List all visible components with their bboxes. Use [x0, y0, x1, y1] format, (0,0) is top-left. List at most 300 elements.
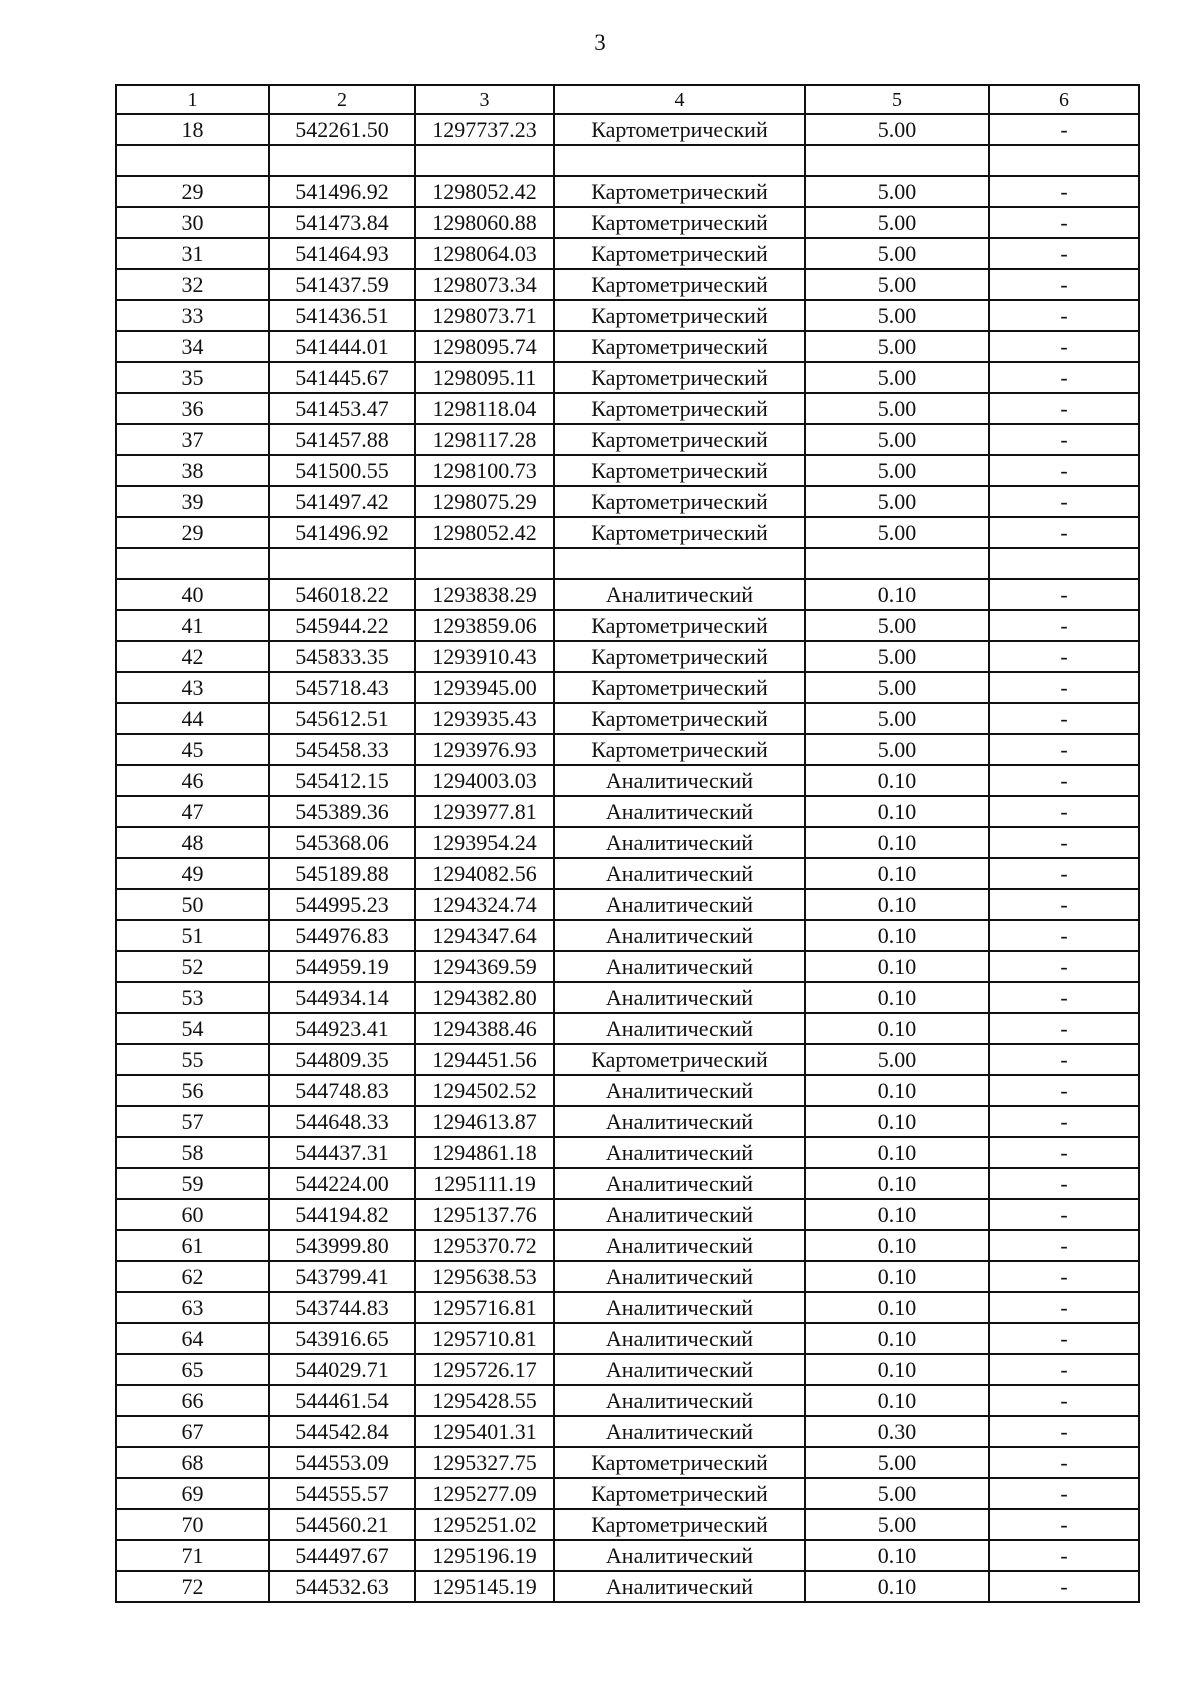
x-coordinate-cell: 541497.42	[269, 486, 415, 517]
description-cell	[989, 548, 1139, 579]
table-row	[116, 1509, 1139, 1540]
method-cell: Аналитический	[554, 796, 805, 827]
table-row	[116, 176, 1139, 207]
table-row	[116, 393, 1139, 424]
method-cell: Аналитический	[554, 1013, 805, 1044]
accuracy-cell	[805, 145, 989, 176]
description-cell: -	[989, 734, 1139, 765]
x-coordinate-cell: 543744.83	[269, 1292, 415, 1323]
x-coordinate-cell	[269, 145, 415, 176]
table-row	[116, 1416, 1139, 1447]
table-row	[116, 1447, 1139, 1478]
point-number-cell: 31	[116, 238, 269, 269]
method-cell: Аналитический	[554, 1292, 805, 1323]
x-coordinate-cell: 544542.84	[269, 1416, 415, 1447]
accuracy-cell: 0.10	[805, 1292, 989, 1323]
point-number-cell: 43	[116, 672, 269, 703]
x-coordinate-cell: 544555.57	[269, 1478, 415, 1509]
y-coordinate-cell: 1298052.42	[415, 176, 554, 207]
method-cell: Аналитический	[554, 858, 805, 889]
accuracy-cell: 0.10	[805, 796, 989, 827]
y-coordinate-cell: 1295111.19	[415, 1168, 554, 1199]
description-cell: -	[989, 1478, 1139, 1509]
accuracy-cell: 5.00	[805, 455, 989, 486]
table-row	[116, 1137, 1139, 1168]
description-cell: -	[989, 951, 1139, 982]
y-coordinate-cell: 1295401.31	[415, 1416, 554, 1447]
y-coordinate-cell: 1295145.19	[415, 1571, 554, 1602]
description-cell: -	[989, 1106, 1139, 1137]
description-cell: -	[989, 1323, 1139, 1354]
accuracy-cell: 5.00	[805, 1447, 989, 1478]
accuracy-cell: 0.10	[805, 920, 989, 951]
table-row	[116, 1540, 1139, 1571]
point-number-cell: 65	[116, 1354, 269, 1385]
description-cell: -	[989, 238, 1139, 269]
y-coordinate-cell: 1295327.75	[415, 1447, 554, 1478]
coordinates-table	[115, 84, 1140, 1603]
table-row	[116, 1168, 1139, 1199]
description-cell: -	[989, 796, 1139, 827]
x-coordinate-cell: 545412.15	[269, 765, 415, 796]
description-cell: -	[989, 982, 1139, 1013]
description-cell: -	[989, 1447, 1139, 1478]
table-row	[116, 207, 1139, 238]
point-number-cell: 46	[116, 765, 269, 796]
description-cell: -	[989, 1354, 1139, 1385]
accuracy-cell: 5.00	[805, 610, 989, 641]
accuracy-cell: 5.00	[805, 176, 989, 207]
x-coordinate-cell: 544976.83	[269, 920, 415, 951]
table-row	[116, 1013, 1139, 1044]
x-coordinate-cell: 541445.67	[269, 362, 415, 393]
column-header: 2	[269, 85, 415, 114]
point-number-cell	[116, 145, 269, 176]
table-row	[116, 827, 1139, 858]
method-cell	[554, 145, 805, 176]
method-cell: Картометрический	[554, 672, 805, 703]
page-number: 3	[594, 30, 606, 55]
point-number-cell: 29	[116, 517, 269, 548]
y-coordinate-cell: 1295277.09	[415, 1478, 554, 1509]
x-coordinate-cell: 541453.47	[269, 393, 415, 424]
accuracy-cell: 0.10	[805, 1106, 989, 1137]
column-header: 5	[805, 85, 989, 114]
point-number-cell: 60	[116, 1199, 269, 1230]
x-coordinate-cell: 544194.82	[269, 1199, 415, 1230]
method-cell: Картометрический	[554, 1447, 805, 1478]
point-number-cell: 45	[116, 734, 269, 765]
point-number-cell: 59	[116, 1168, 269, 1199]
accuracy-cell: 0.10	[805, 1075, 989, 1106]
point-number-cell: 53	[116, 982, 269, 1013]
accuracy-cell: 5.00	[805, 300, 989, 331]
method-cell: Аналитический	[554, 951, 805, 982]
method-cell: Картометрический	[554, 455, 805, 486]
description-cell: -	[989, 827, 1139, 858]
accuracy-cell: 0.10	[805, 1013, 989, 1044]
y-coordinate-cell: 1295251.02	[415, 1509, 554, 1540]
y-coordinate-cell: 1293838.29	[415, 579, 554, 610]
description-cell: -	[989, 176, 1139, 207]
table-row	[116, 1478, 1139, 1509]
x-coordinate-cell: 541437.59	[269, 269, 415, 300]
table-row	[116, 1571, 1139, 1602]
method-cell: Картометрический	[554, 641, 805, 672]
column-header: 4	[554, 85, 805, 114]
method-cell: Аналитический	[554, 1354, 805, 1385]
y-coordinate-cell: 1294613.87	[415, 1106, 554, 1137]
method-cell: Картометрический	[554, 517, 805, 548]
x-coordinate-cell: 544995.23	[269, 889, 415, 920]
column-header: 1	[116, 85, 269, 114]
x-coordinate-cell: 541436.51	[269, 300, 415, 331]
y-coordinate-cell: 1295710.81	[415, 1323, 554, 1354]
description-cell: -	[989, 269, 1139, 300]
description-cell: -	[989, 1292, 1139, 1323]
y-coordinate-cell: 1295428.55	[415, 1385, 554, 1416]
method-cell: Аналитический	[554, 1137, 805, 1168]
point-number-cell: 64	[116, 1323, 269, 1354]
point-number-cell: 50	[116, 889, 269, 920]
point-number-cell: 35	[116, 362, 269, 393]
accuracy-cell: 5.00	[805, 1509, 989, 1540]
table-row	[116, 1199, 1139, 1230]
x-coordinate-cell: 541496.92	[269, 176, 415, 207]
description-cell: -	[989, 486, 1139, 517]
x-coordinate-cell: 544809.35	[269, 1044, 415, 1075]
method-cell: Аналитический	[554, 579, 805, 610]
accuracy-cell: 5.00	[805, 362, 989, 393]
method-cell: Аналитический	[554, 1323, 805, 1354]
description-cell: -	[989, 1385, 1139, 1416]
x-coordinate-cell: 544934.14	[269, 982, 415, 1013]
method-cell: Картометрический	[554, 424, 805, 455]
table-row	[116, 362, 1139, 393]
y-coordinate-cell: 1294324.74	[415, 889, 554, 920]
y-coordinate-cell: 1298118.04	[415, 393, 554, 424]
point-number-cell: 55	[116, 1044, 269, 1075]
accuracy-cell: 0.10	[805, 951, 989, 982]
x-coordinate-cell: 544748.83	[269, 1075, 415, 1106]
table-row	[116, 238, 1139, 269]
accuracy-cell: 0.10	[805, 982, 989, 1013]
table-row	[116, 1075, 1139, 1106]
accuracy-cell: 5.00	[805, 734, 989, 765]
x-coordinate-cell: 544224.00	[269, 1168, 415, 1199]
point-number-cell: 33	[116, 300, 269, 331]
x-coordinate-cell: 543999.80	[269, 1230, 415, 1261]
y-coordinate-cell: 1298073.34	[415, 269, 554, 300]
method-cell: Аналитический	[554, 1106, 805, 1137]
y-coordinate-cell: 1297737.23	[415, 114, 554, 145]
table-row	[116, 548, 1139, 579]
description-cell: -	[989, 455, 1139, 486]
description-cell: -	[989, 703, 1139, 734]
description-cell: -	[989, 1571, 1139, 1602]
x-coordinate-cell: 541444.01	[269, 331, 415, 362]
description-cell: -	[989, 1199, 1139, 1230]
table-row	[116, 1044, 1139, 1075]
point-number-cell: 36	[116, 393, 269, 424]
accuracy-cell: 0.10	[805, 827, 989, 858]
x-coordinate-cell: 543799.41	[269, 1261, 415, 1292]
table-body	[116, 114, 1139, 1602]
method-cell: Картометрический	[554, 207, 805, 238]
y-coordinate-cell: 1293859.06	[415, 610, 554, 641]
description-cell: -	[989, 889, 1139, 920]
accuracy-cell: 5.00	[805, 331, 989, 362]
description-cell: -	[989, 1168, 1139, 1199]
accuracy-cell: 5.00	[805, 641, 989, 672]
description-cell: -	[989, 1044, 1139, 1075]
description-cell	[989, 145, 1139, 176]
method-cell: Картометрический	[554, 1509, 805, 1540]
y-coordinate-cell: 1294861.18	[415, 1137, 554, 1168]
point-number-cell: 38	[116, 455, 269, 486]
accuracy-cell: 0.10	[805, 889, 989, 920]
table-row	[116, 1106, 1139, 1137]
point-number-cell: 57	[116, 1106, 269, 1137]
accuracy-cell: 5.00	[805, 238, 989, 269]
method-cell: Аналитический	[554, 1199, 805, 1230]
x-coordinate-cell: 541457.88	[269, 424, 415, 455]
x-coordinate-cell: 545189.88	[269, 858, 415, 889]
table-row	[116, 517, 1139, 548]
x-coordinate-cell: 545368.06	[269, 827, 415, 858]
y-coordinate-cell: 1294082.56	[415, 858, 554, 889]
accuracy-cell: 0.10	[805, 1199, 989, 1230]
x-coordinate-cell: 545718.43	[269, 672, 415, 703]
y-coordinate-cell: 1298075.29	[415, 486, 554, 517]
method-cell: Аналитический	[554, 1230, 805, 1261]
y-coordinate-cell: 1293910.43	[415, 641, 554, 672]
y-coordinate-cell: 1298095.74	[415, 331, 554, 362]
x-coordinate-cell: 541464.93	[269, 238, 415, 269]
method-cell: Аналитический	[554, 1168, 805, 1199]
method-cell: Картометрический	[554, 238, 805, 269]
table-row	[116, 610, 1139, 641]
point-number-cell: 39	[116, 486, 269, 517]
description-cell: -	[989, 641, 1139, 672]
y-coordinate-cell: 1295196.19	[415, 1540, 554, 1571]
point-number-cell: 42	[116, 641, 269, 672]
x-coordinate-cell: 544553.09	[269, 1447, 415, 1478]
table-row	[116, 1323, 1139, 1354]
x-coordinate-cell: 544497.67	[269, 1540, 415, 1571]
table-row	[116, 331, 1139, 362]
method-cell: Картометрический	[554, 610, 805, 641]
x-coordinate-cell: 544532.63	[269, 1571, 415, 1602]
point-number-cell: 54	[116, 1013, 269, 1044]
method-cell: Аналитический	[554, 920, 805, 951]
accuracy-cell: 0.10	[805, 765, 989, 796]
point-number-cell: 67	[116, 1416, 269, 1447]
description-cell: -	[989, 424, 1139, 455]
point-number-cell: 58	[116, 1137, 269, 1168]
description-cell: -	[989, 393, 1139, 424]
y-coordinate-cell: 1294347.64	[415, 920, 554, 951]
table-row	[116, 1385, 1139, 1416]
table-row	[116, 269, 1139, 300]
accuracy-cell: 0.10	[805, 1168, 989, 1199]
y-coordinate-cell: 1298064.03	[415, 238, 554, 269]
method-cell: Аналитический	[554, 765, 805, 796]
point-number-cell: 29	[116, 176, 269, 207]
accuracy-cell: 5.00	[805, 424, 989, 455]
y-coordinate-cell: 1295370.72	[415, 1230, 554, 1261]
table-row	[116, 982, 1139, 1013]
point-number-cell: 68	[116, 1447, 269, 1478]
table-row	[116, 145, 1139, 176]
description-cell: -	[989, 1509, 1139, 1540]
x-coordinate-cell	[269, 548, 415, 579]
description-cell: -	[989, 610, 1139, 641]
point-number-cell: 71	[116, 1540, 269, 1571]
accuracy-cell: 0.10	[805, 1261, 989, 1292]
y-coordinate-cell: 1293935.43	[415, 703, 554, 734]
x-coordinate-cell: 545458.33	[269, 734, 415, 765]
point-number-cell	[116, 548, 269, 579]
table-row	[116, 1292, 1139, 1323]
point-number-cell: 70	[116, 1509, 269, 1540]
accuracy-cell: 0.10	[805, 1354, 989, 1385]
method-cell: Картометрический	[554, 362, 805, 393]
table-row	[116, 641, 1139, 672]
point-number-cell: 48	[116, 827, 269, 858]
method-cell: Картометрический	[554, 1044, 805, 1075]
description-cell: -	[989, 1137, 1139, 1168]
method-cell: Аналитический	[554, 1261, 805, 1292]
point-number-cell: 32	[116, 269, 269, 300]
y-coordinate-cell: 1298060.88	[415, 207, 554, 238]
accuracy-cell: 0.10	[805, 1230, 989, 1261]
accuracy-cell: 0.10	[805, 1540, 989, 1571]
description-cell: -	[989, 114, 1139, 145]
accuracy-cell: 0.10	[805, 1323, 989, 1354]
method-cell: Аналитический	[554, 1075, 805, 1106]
table-row	[116, 424, 1139, 455]
y-coordinate-cell: 1298117.28	[415, 424, 554, 455]
table-row	[116, 114, 1139, 145]
x-coordinate-cell: 545389.36	[269, 796, 415, 827]
accuracy-cell: 5.00	[805, 486, 989, 517]
point-number-cell: 30	[116, 207, 269, 238]
method-cell: Картометрический	[554, 703, 805, 734]
table-row	[116, 796, 1139, 827]
x-coordinate-cell: 544560.21	[269, 1509, 415, 1540]
x-coordinate-cell: 544648.33	[269, 1106, 415, 1137]
column-header: 6	[989, 85, 1139, 114]
y-coordinate-cell: 1294003.03	[415, 765, 554, 796]
table-header-row	[116, 85, 1139, 114]
method-cell: Картометрический	[554, 300, 805, 331]
description-cell: -	[989, 672, 1139, 703]
method-cell: Аналитический	[554, 1540, 805, 1571]
x-coordinate-cell: 544461.54	[269, 1385, 415, 1416]
table-row	[116, 455, 1139, 486]
column-header: 3	[415, 85, 554, 114]
description-cell: -	[989, 1261, 1139, 1292]
table-row	[116, 486, 1139, 517]
accuracy-cell: 0.10	[805, 579, 989, 610]
accuracy-cell: 0.10	[805, 1137, 989, 1168]
accuracy-cell: 5.00	[805, 1044, 989, 1075]
y-coordinate-cell: 1295137.76	[415, 1199, 554, 1230]
y-coordinate-cell: 1298095.11	[415, 362, 554, 393]
table-row	[116, 1261, 1139, 1292]
description-cell: -	[989, 1075, 1139, 1106]
x-coordinate-cell: 544029.71	[269, 1354, 415, 1385]
y-coordinate-cell: 1294382.80	[415, 982, 554, 1013]
x-coordinate-cell: 541496.92	[269, 517, 415, 548]
y-coordinate-cell: 1294502.52	[415, 1075, 554, 1106]
point-number-cell: 63	[116, 1292, 269, 1323]
method-cell	[554, 548, 805, 579]
description-cell: -	[989, 207, 1139, 238]
point-number-cell: 47	[116, 796, 269, 827]
x-coordinate-cell: 543916.65	[269, 1323, 415, 1354]
x-coordinate-cell: 542261.50	[269, 114, 415, 145]
table-row	[116, 951, 1139, 982]
table-row	[116, 300, 1139, 331]
description-cell: -	[989, 579, 1139, 610]
accuracy-cell: 0.10	[805, 858, 989, 889]
accuracy-cell: 0.10	[805, 1571, 989, 1602]
point-number-cell: 61	[116, 1230, 269, 1261]
point-number-cell: 72	[116, 1571, 269, 1602]
y-coordinate-cell: 1298073.71	[415, 300, 554, 331]
method-cell: Аналитический	[554, 1571, 805, 1602]
table-row	[116, 734, 1139, 765]
method-cell: Аналитический	[554, 1416, 805, 1447]
method-cell: Картометрический	[554, 734, 805, 765]
method-cell: Аналитический	[554, 827, 805, 858]
point-number-cell: 40	[116, 579, 269, 610]
description-cell: -	[989, 1230, 1139, 1261]
y-coordinate-cell	[415, 145, 554, 176]
point-number-cell: 56	[116, 1075, 269, 1106]
point-number-cell: 62	[116, 1261, 269, 1292]
y-coordinate-cell: 1294369.59	[415, 951, 554, 982]
accuracy-cell: 5.00	[805, 269, 989, 300]
point-number-cell: 18	[116, 114, 269, 145]
description-cell: -	[989, 765, 1139, 796]
y-coordinate-cell: 1295638.53	[415, 1261, 554, 1292]
method-cell: Картометрический	[554, 114, 805, 145]
point-number-cell: 51	[116, 920, 269, 951]
method-cell: Аналитический	[554, 982, 805, 1013]
accuracy-cell: 5.00	[805, 703, 989, 734]
accuracy-cell: 5.00	[805, 393, 989, 424]
accuracy-cell	[805, 548, 989, 579]
description-cell: -	[989, 858, 1139, 889]
point-number-cell: 69	[116, 1478, 269, 1509]
point-number-cell: 37	[116, 424, 269, 455]
point-number-cell: 34	[116, 331, 269, 362]
x-coordinate-cell: 541500.55	[269, 455, 415, 486]
y-coordinate-cell: 1298100.73	[415, 455, 554, 486]
accuracy-cell: 0.30	[805, 1416, 989, 1447]
x-coordinate-cell: 544959.19	[269, 951, 415, 982]
y-coordinate-cell: 1294388.46	[415, 1013, 554, 1044]
x-coordinate-cell: 545833.35	[269, 641, 415, 672]
point-number-cell: 44	[116, 703, 269, 734]
method-cell: Аналитический	[554, 889, 805, 920]
y-coordinate-cell: 1298052.42	[415, 517, 554, 548]
method-cell: Картометрический	[554, 486, 805, 517]
table-row	[116, 858, 1139, 889]
